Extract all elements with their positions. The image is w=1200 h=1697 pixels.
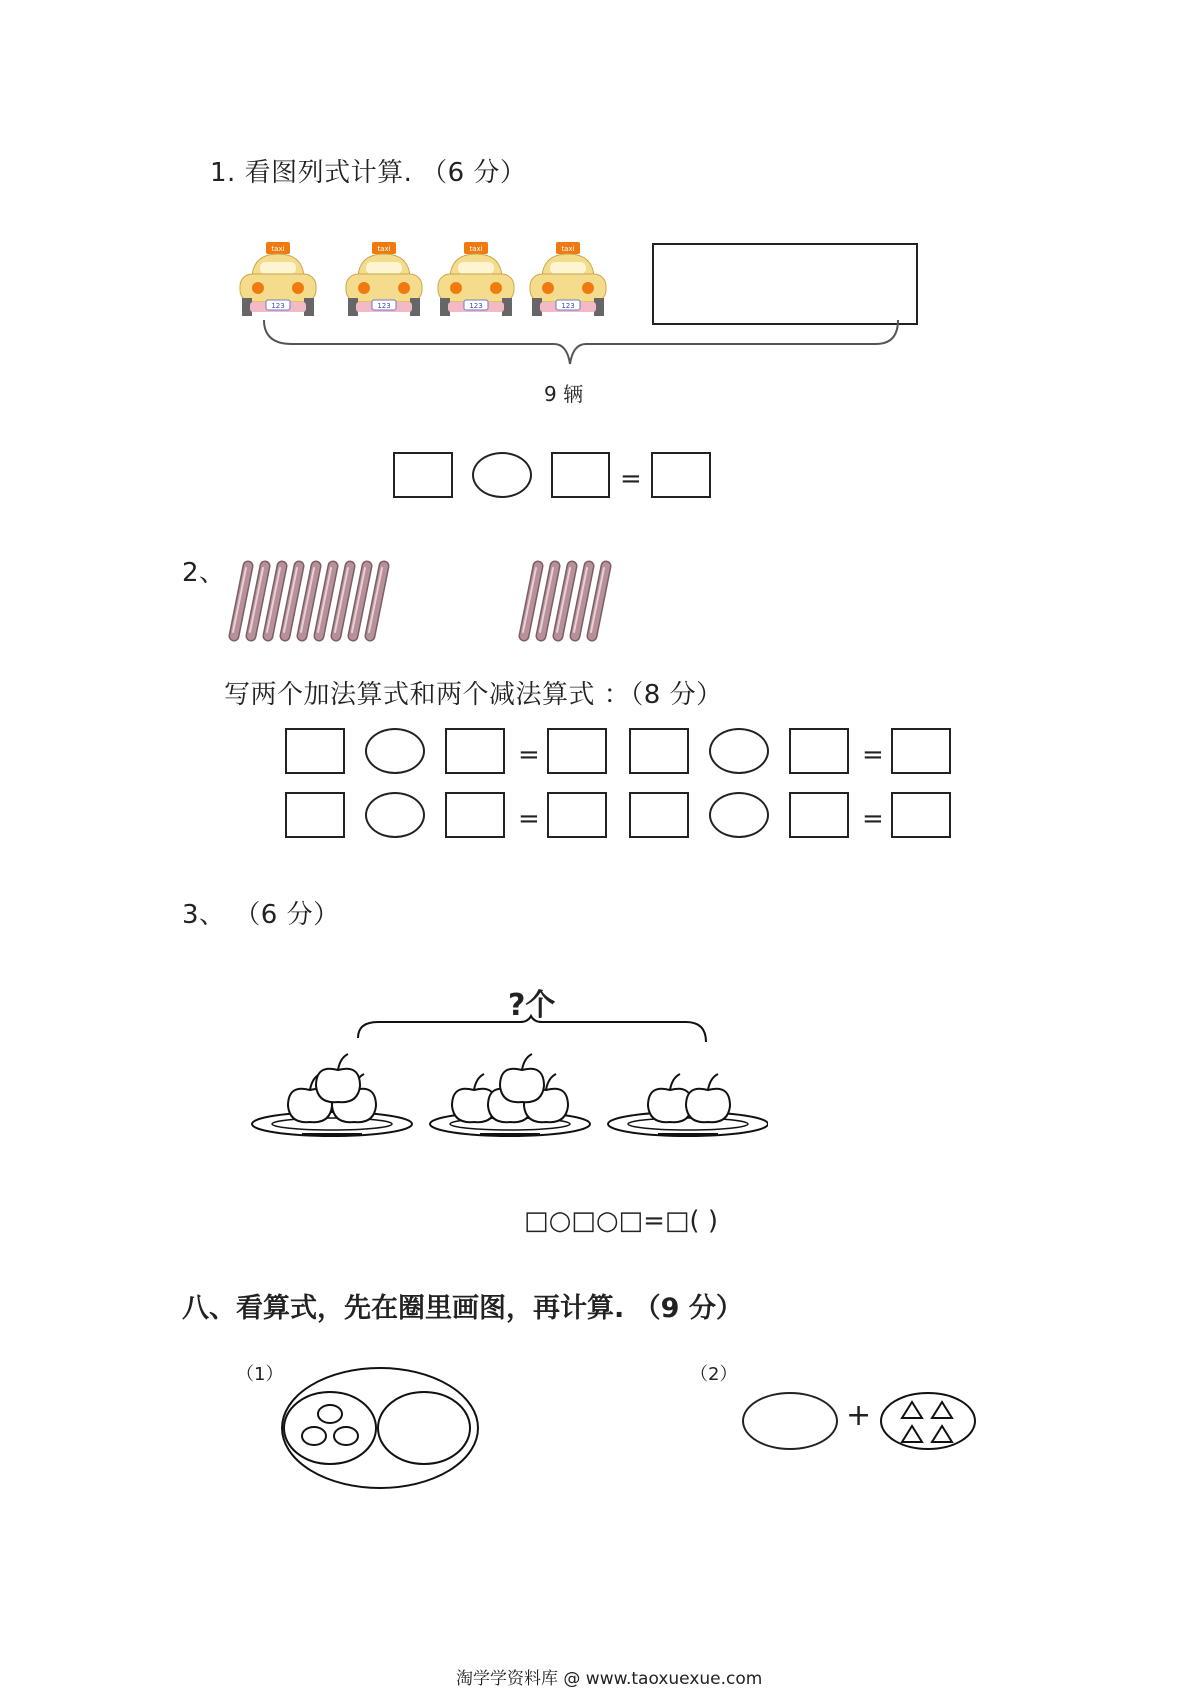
q2-operator-oval[interactable] — [709, 728, 769, 774]
counting-stick — [591, 566, 606, 636]
q1-number-box-2[interactable] — [551, 452, 610, 498]
stick-group-nine — [222, 560, 402, 644]
bottom-brace — [262, 318, 902, 368]
taxi-body — [346, 274, 422, 302]
q2-equals-sign: = — [862, 740, 884, 770]
taxi-roof-text: taxi — [271, 245, 285, 253]
q8-part1-diagram — [278, 1364, 484, 1494]
apple — [316, 1054, 360, 1102]
taxi-roof-text: taxi — [377, 245, 391, 253]
q8-part1-label: （1） — [236, 1364, 284, 1385]
q8-plus-sign: + — [846, 1398, 872, 1433]
apple-plate — [608, 1074, 768, 1136]
apple-plates — [248, 1040, 768, 1140]
taxi-roof-text: taxi — [561, 245, 575, 253]
q1-equals-sign: = — [620, 464, 642, 494]
taxi-icon — [346, 242, 422, 316]
taxi-icon — [438, 242, 514, 316]
counting-stick — [301, 566, 316, 636]
counting-stick — [318, 566, 333, 636]
q2-result-box[interactable] — [891, 792, 951, 838]
q2-result-box[interactable] — [891, 728, 951, 774]
triangle — [902, 1426, 922, 1442]
q8-part2-label: （2） — [690, 1364, 738, 1385]
taxi-icon — [530, 242, 606, 316]
footer-watermark: 淘学学资料库 @ www.taoxuexue.com — [456, 1669, 763, 1689]
taxi-plate-text: 123 — [469, 302, 483, 310]
counting-stick — [233, 566, 248, 636]
triangle — [932, 1426, 952, 1442]
taxi-body — [240, 274, 316, 302]
taxi-headlight — [542, 282, 554, 294]
q2-result-box[interactable] — [547, 728, 607, 774]
q2-number-box[interactable] — [789, 792, 849, 838]
taxi-headlight — [582, 282, 594, 294]
q2-number-box[interactable] — [629, 792, 689, 838]
taxi-headlight — [358, 282, 370, 294]
q2-equals-sign: = — [518, 804, 540, 834]
counting-stick — [574, 566, 589, 636]
q2-number: 2、 — [182, 558, 226, 588]
taxi-plate-text: 123 — [561, 302, 575, 310]
q2-number-box[interactable] — [285, 792, 345, 838]
counting-stick — [267, 566, 282, 636]
q2-number-box[interactable] — [789, 728, 849, 774]
taxi-headlight — [398, 282, 410, 294]
taxi-roof-text: taxi — [469, 245, 483, 253]
q8-part2-empty-oval[interactable] — [742, 1392, 838, 1450]
apple-plate — [252, 1054, 412, 1136]
taxi-headlight — [252, 282, 264, 294]
taxi-row — [238, 240, 638, 325]
q3-title: 3、 （6 分） — [182, 900, 340, 930]
answer-rect-box[interactable] — [652, 243, 918, 325]
q2-operator-oval[interactable] — [365, 792, 425, 838]
counting-stick — [557, 566, 572, 636]
q2-number-box[interactable] — [285, 728, 345, 774]
taxi-window — [550, 262, 586, 274]
taxi-headlight — [450, 282, 462, 294]
q8-title: 八、看算式，先在圈里画图，再计算. （9 分） — [182, 1293, 743, 1324]
stick-group-five — [512, 560, 622, 644]
q2-equals-sign: = — [518, 740, 540, 770]
triangle — [902, 1402, 922, 1418]
small-circle — [302, 1427, 326, 1445]
taxi-window — [458, 262, 494, 274]
counting-stick — [250, 566, 265, 636]
counting-stick — [352, 566, 367, 636]
q2-number-box[interactable] — [629, 728, 689, 774]
taxi-headlight — [490, 282, 502, 294]
q1-number-box-1[interactable] — [393, 452, 453, 498]
counting-stick — [523, 566, 538, 636]
q2-operator-oval[interactable] — [365, 728, 425, 774]
taxi-plate-text: 123 — [377, 302, 391, 310]
taxi-body — [438, 274, 514, 302]
taxi-plate-text: 123 — [271, 302, 285, 310]
brace-label: 9 辆 — [544, 382, 584, 406]
counting-stick — [284, 566, 299, 636]
q2-result-box[interactable] — [547, 792, 607, 838]
q1-operator-oval[interactable] — [472, 452, 532, 498]
small-circle — [318, 1405, 342, 1423]
small-circle — [334, 1427, 358, 1445]
q2-number-box[interactable] — [445, 792, 505, 838]
apple — [686, 1074, 730, 1122]
q2-instruction: 写两个加法算式和两个减法算式 ：（8 分） — [224, 680, 723, 710]
q3-formula: □○□○□=□( ) — [524, 1206, 718, 1236]
taxi-headlight — [292, 282, 304, 294]
taxi-window — [366, 262, 402, 274]
counting-stick — [540, 566, 555, 636]
q3-question-label: ?个 — [508, 988, 556, 1023]
taxi-body — [530, 274, 606, 302]
q1-result-box[interactable] — [651, 452, 711, 498]
apple — [648, 1074, 692, 1122]
q2-number-box[interactable] — [445, 728, 505, 774]
q2-equals-sign: = — [862, 804, 884, 834]
q1-title: 1. 看图列式计算. （6 分） — [210, 158, 527, 188]
taxi-icon — [240, 242, 316, 316]
counting-stick — [369, 566, 384, 636]
triangle — [932, 1402, 952, 1418]
taxi-window — [260, 262, 296, 274]
apple-plate — [430, 1054, 590, 1136]
counting-stick — [335, 566, 350, 636]
q2-operator-oval[interactable] — [709, 792, 769, 838]
q8-triangle-oval — [878, 1390, 978, 1452]
apple — [500, 1054, 544, 1102]
